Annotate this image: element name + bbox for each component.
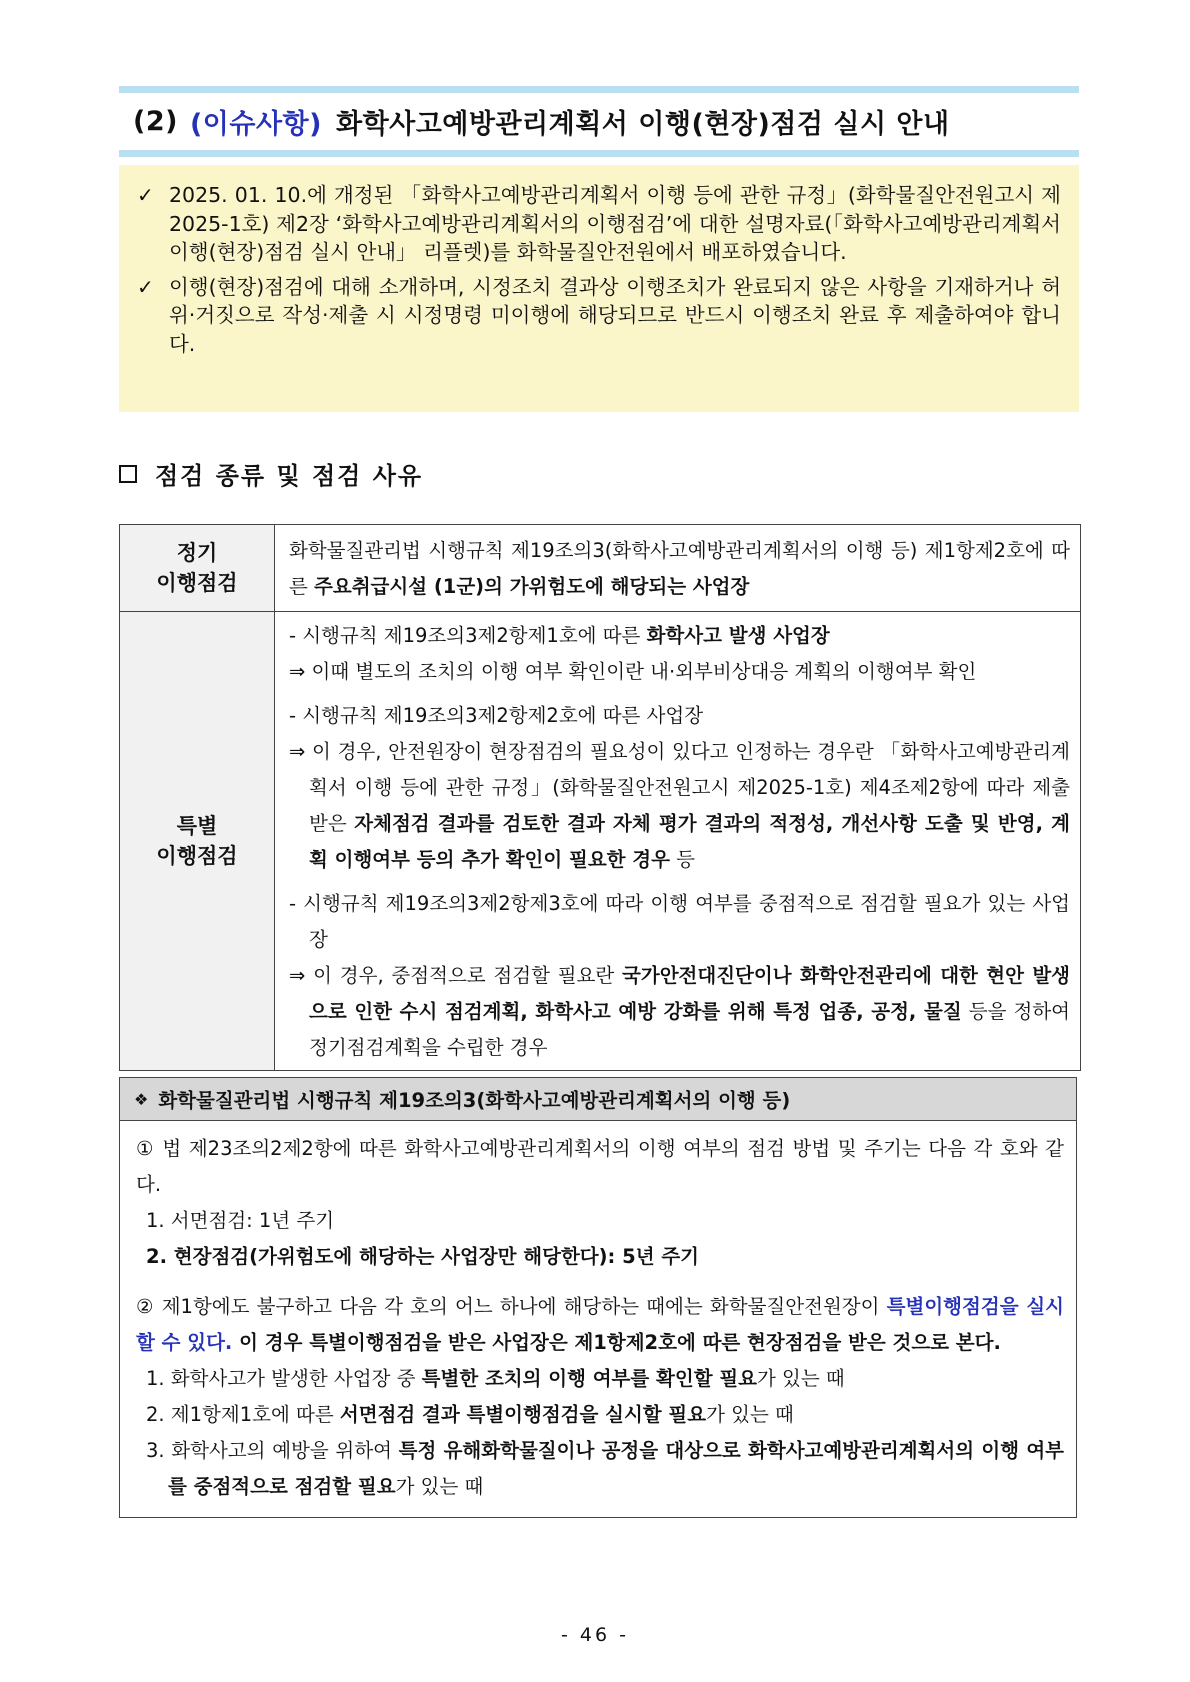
clause-highlight: 특별이행점검을 실시할 수 있다. <box>136 1295 1065 1354</box>
regulation-title: 화학물질관리법 시행규칙 제19조의3(화학사고예방관리계획서의 이행 등) <box>158 1089 791 1112</box>
label-line: 이행점검 <box>156 844 238 868</box>
case-text: - 시행규칙 제19조의3제2항제3호에 따라 이행 여부를 중점적으로 점검할 필요가 있는 사업장 <box>289 892 1070 951</box>
desc-bold: 주요취급시설 (1군)의 가위험도에 해당되는 사업장 <box>314 575 750 598</box>
title-top-rule <box>119 86 1079 93</box>
square-bullet-icon <box>119 465 137 483</box>
diamond-bullet-icon: ❖ <box>134 1089 149 1109</box>
special-inspection-description <box>275 612 1081 1071</box>
title-issue-tag: (이슈사항) <box>189 109 322 140</box>
section-title: 점검 종류 및 점검 사유 <box>155 462 424 490</box>
clause-2-item-3 <box>136 1433 1064 1505</box>
clause-2-item-1 <box>136 1361 1064 1397</box>
clause-1-item-1: 1. 서면점검: 1년 주기 <box>146 1209 335 1232</box>
regular-inspection-description <box>275 525 1081 612</box>
item-text: 3. 화학사고의 예방을 위하여 <box>146 1439 399 1462</box>
notice-item <box>137 273 1061 359</box>
notice-box <box>119 165 1079 412</box>
regulation-heading <box>120 1078 1076 1121</box>
table-row-special <box>120 612 1081 1071</box>
item-text: 가 있는 때 <box>706 1403 794 1426</box>
regulation-body <box>120 1121 1076 1517</box>
check-icon: ✓ <box>137 183 154 207</box>
label-line: 특별 <box>176 814 218 838</box>
note-text: 등을 정하여 정기점검계획을 수립한 경우 <box>309 1000 1070 1059</box>
regulation-box <box>119 1077 1077 1518</box>
case-text: - 시행규칙 제19조의3제2항제1호에 따른 <box>289 624 647 647</box>
page-title <box>119 93 1079 150</box>
clause-2 <box>136 1289 1064 1361</box>
note-text: ⇒ 이 경우, 중점적으로 점검할 필요란 <box>289 964 623 987</box>
section-heading <box>119 456 423 491</box>
note-bold: 국가안전대진단이나 화학안전관리에 대한 현안 발생으로 인한 수시 점검계획, 화학사고 예방 강화를 위해 특정 업종, 공정, 물질 <box>309 964 1070 1023</box>
notice-text: 2025. 01. 10.에 개정된 「화학사고예방관리계획서 이행 등에 관한 규정」(화학물질안전원고시 제2025-1호) 제2장 ‘화학사고예방관리계획서의 이행점검’에 대한 설명자료(「화학사고예방관리계획서 이행(현장)점검 실시 안내」 리플렛)를 화학물질안전원에서 배포하였습니다. <box>169 183 1061 264</box>
regular-inspection-label <box>120 525 275 612</box>
case-note <box>289 734 1070 878</box>
item-bold: 서면점검 결과 특별이행점검을 실시할 필요 <box>339 1403 707 1426</box>
table-row-regular <box>120 525 1081 612</box>
clause-2-item-2 <box>136 1397 1064 1433</box>
clause-bold: 이 경우 특별이행점검을 받은 사업장은 제1항제2호에 따른 현장점검을 받은 것으로 본다. <box>232 1331 1001 1354</box>
case-text: - 시행규칙 제19조의3제2항제2호에 따른 사업장 <box>289 704 704 727</box>
check-icon: ✓ <box>137 274 154 299</box>
notice-item <box>137 181 1061 267</box>
desc-text: 화학물질관리법 시행규칙 제19조의3(화학사고예방관리계획서의 이행 등) 제1항제2호에 따른 <box>289 539 1070 598</box>
title-number: (2) <box>133 106 178 137</box>
clause-1-item-2: 2. 현장점검(가위험도에 해당하는 사업장만 해당한다): 5년 주기 <box>146 1245 699 1268</box>
title-text: 화학사고예방관리계획서 이행(현장)점검 실시 안내 <box>335 109 950 140</box>
note-text: ⇒ 이 경우, 안전원장이 현장점검의 필요성이 있다고 인정하는 경우란 「화학사고예방관리계획서 이행 등에 관한 규정」(화학물질안전원고시 제2025-1호) 제4조제2항에 따라 제출받은 <box>289 740 1070 835</box>
item-text: 1. 화학사고가 발생한 사업장 중 <box>146 1367 422 1390</box>
inspection-types-table <box>119 524 1081 1071</box>
case-note: ⇒ 이때 별도의 조치의 이행 여부 확인이란 내·외부비상대응 계획의 이행여부 확인 <box>289 660 977 683</box>
item-bold: 특별한 조치의 이행 여부를 확인할 필요 <box>421 1367 757 1390</box>
item-text: 2. 제1항제1호에 따른 <box>146 1403 340 1426</box>
note-bold: 자체점검 결과를 검토한 결과 자체 평가 결과의 적정성, 개선사항 도출 및 반영, 계획 이행여부 등의 추가 확인이 필요한 경우 <box>309 812 1070 871</box>
label-line: 정기 <box>176 541 218 565</box>
clause-text: ② 제1항에도 불구하고 다음 각 호의 어느 하나에 해당하는 때에는 화학물질안전원장이 <box>136 1295 887 1318</box>
special-inspection-label <box>120 612 275 1071</box>
item-bold: 특정 유해화학물질이나 공정을 대상으로 화학사고예방관리계획서의 이행 여부를 중점적으로 점검할 필요 <box>168 1439 1064 1498</box>
label-line: 이행점검 <box>156 571 238 595</box>
page-number: - 46 - <box>561 1624 629 1646</box>
case-bold: 화학사고 발생 사업장 <box>646 624 830 647</box>
item-text: 가 있는 때 <box>757 1367 845 1390</box>
note-text: 등 <box>669 848 696 871</box>
title-bottom-rule <box>119 150 1079 157</box>
title-banner <box>119 86 1079 157</box>
case-note <box>289 958 1070 1066</box>
notice-text: 이행(현장)점검에 대해 소개하며, 시정조치 결과상 이행조치가 완료되지 않은 사항을 기재하거나 허위·거짓으로 작성·제출 시 시정명령 미이행에 해당되므로 반드시 이행조치 완료 후 제출하여야 합니다. <box>169 274 1061 356</box>
item-text: 가 있는 때 <box>395 1475 484 1498</box>
clause-1: ① 법 제23조의2제2항에 따른 화학사고예방관리계획서의 이행 여부의 점검 방법 및 주기는 다음 각 호와 같다. <box>136 1137 1064 1196</box>
